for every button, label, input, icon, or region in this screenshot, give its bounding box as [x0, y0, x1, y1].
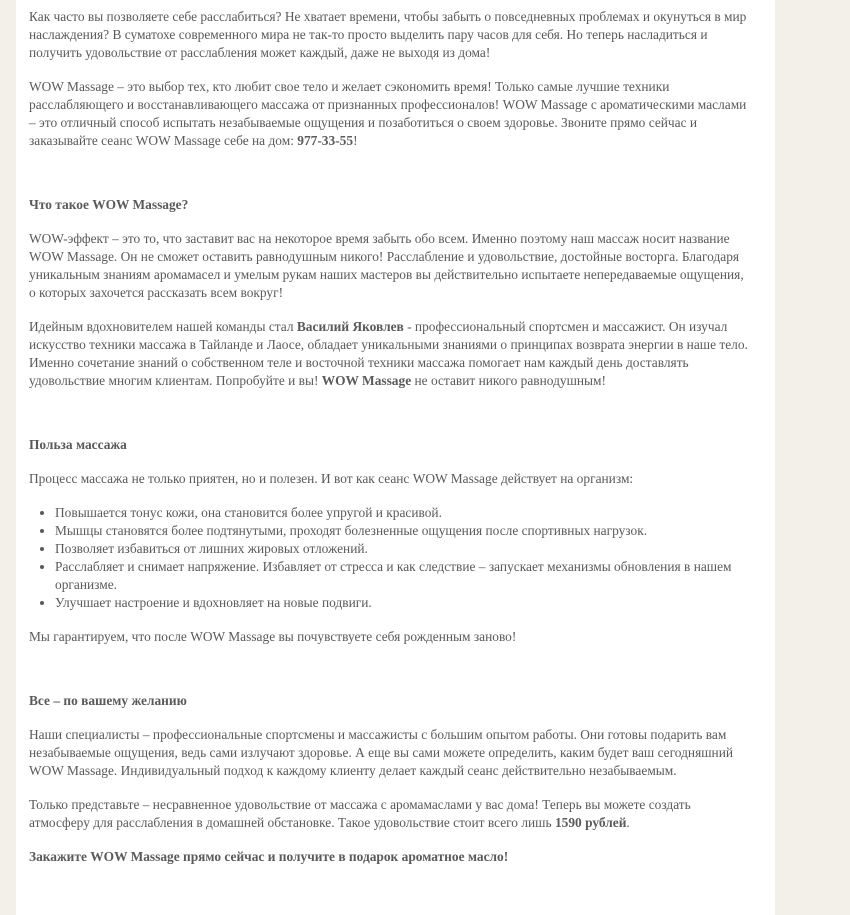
intro-text-end: ! [353, 133, 358, 148]
section-title-wish: Все – по вашему желанию [29, 693, 187, 708]
benefit-list [29, 504, 749, 612]
brand-name: WOW Massage [321, 373, 412, 388]
benefit-lead: Процесс массажа не только приятен, но и полезен. И вот как сеанс WOW Massage действует на организм: [29, 471, 634, 486]
list-item: • Повышается тонус кожи, она становится более упругой и красивой. [55, 504, 749, 522]
founder-text-end: не оставит никого равнодушным! [411, 373, 606, 388]
list-item: • Улучшает настроение и вдохновляет на новые подвиги. [55, 594, 749, 612]
section-spacer [29, 406, 749, 436]
cta-text: Закажите WOW Massage прямо сейчас и получите в подарок ароматное масло! [29, 849, 509, 864]
intro-paragraph-contact [29, 78, 749, 150]
founder-paragraph [29, 318, 749, 390]
price-paragraph [29, 796, 749, 832]
article [29, 8, 749, 866]
page-content [16, 0, 775, 915]
price-text-start: Только представьте – несравненное удовольствие от массажа с аромамаслами у вас дома! Теперь вы можете создать атмосферу для расслабления в домашней обстановке. Такое удовольствие стоит всего лишь [29, 797, 691, 830]
list-item: • Позволяет избавиться от лишних жировых отложений. [55, 540, 749, 558]
intro-paragraph: Как часто вы позволяете себе расслабиться? Не хватает времени, чтобы забыть о повседневных проблемах и окунуться в мир наслаждения? В суматохе современного мира не так-то просто выделить пару часов для себя. Но теперь насладиться и получить удовольствие от расслабления может каждый, даже не выходя из дома! [29, 9, 747, 60]
founder-text-start: Идейным вдохновителем нашей команды стал [29, 319, 297, 334]
wish-paragraph: Наши специалисты – профессиональные спортсмены и массажисты с большим опытом работы. Они готовы подарить вам незабываемые ощущения, ведь сами излучают здоровье. А еще вы сами можете определить, каким будет ваш сегодняшний WOW Massage. Индивидуальный подход к каждому клиенту делает каждый сеанс действительно незабываемым. [29, 727, 734, 778]
benefit-closing: Мы гарантируем, что после WOW Massage вы почувствуете себя рожденным заново! [29, 629, 517, 644]
intro-text: WOW Massage – это выбор тех, кто любит свое тело и желает сэкономить время! Только самые лучшие техники расслабляющего и восстанавливающего массажа от признанных профессионалов! WOW Massage с ароматическими маслами – это отличный способ испытать незабываемые ощущения и позаботиться о своем здоровье. Звоните прямо сейчас и заказывайте сеанс WOW Massage себе на дом: [29, 79, 747, 148]
phone-number: 977-33-55 [297, 133, 354, 148]
list-item: • Мышцы становятся более подтянутыми, проходят болезненные ощущения после спортивных нагрузок. [55, 522, 749, 540]
section-title-benefit: Польза массажа [29, 437, 127, 452]
section-title-what: Что такое WOW Massage? [29, 197, 189, 212]
founder-text-mid: - профессиональный спортсмен и массажист. Он изучал искусство техники массажа в Тайланде и Лаосе, обладает уникальными знаниями о принципах возврата энергии в наше тело. Именно сочетание знаний о собственном теле и восточной техники массажа помогает нам каждый день доставлять удовольствие многим клиентам. Попробуйте и вы! [29, 319, 748, 388]
cta-paragraph [29, 848, 749, 866]
price-text-end: . [626, 815, 630, 830]
price-value: 1590 рублей [554, 815, 627, 830]
what-paragraph: WOW-эффект – это то, что заставит вас на некоторое время забыть обо всем. Именно поэтому наш массаж носит название WOW Massage. Он не сможет оставить равнодушным никого! Расслабление и удовольствие, достойные восторга. Благодаря уникальным знаниям аромамасел и умелым рукам наших мастеров вы действительно испытаете непередаваемые ощущения, о которых захочется рассказать всем вокруг! [29, 231, 744, 300]
section-spacer [29, 166, 749, 196]
founder-name: Василий Яковлев [296, 319, 404, 334]
section-spacer [29, 662, 749, 692]
list-item: • Расслабляет и снимает напряжение. Избавляет от стресса и как следствие – запускает механизмы обновления в нашем организме. [55, 558, 749, 594]
